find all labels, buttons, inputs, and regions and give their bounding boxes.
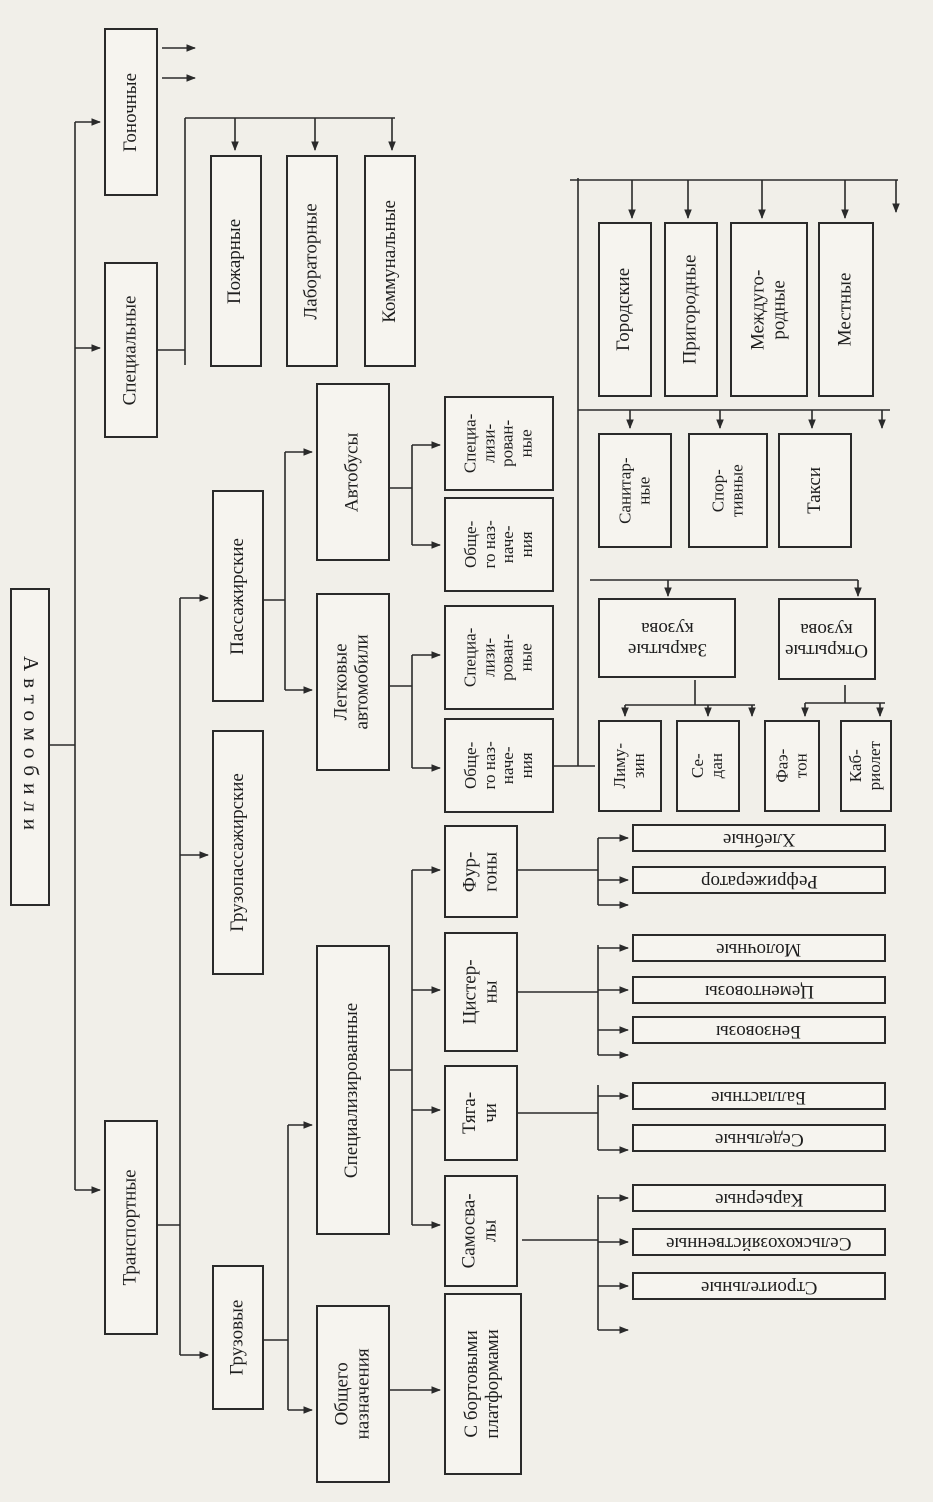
tankers-node <box>444 932 518 1052</box>
transport-label: Транспортные <box>119 1169 141 1286</box>
general-purpose-node <box>316 1305 390 1483</box>
fire-label: Пожарные <box>224 218 246 304</box>
buses-node <box>316 383 390 561</box>
petrol-node <box>632 1016 886 1044</box>
closed-bodies-label: Закрытые кузова <box>627 618 707 660</box>
special-node <box>104 262 158 438</box>
special-label: Специальные <box>119 295 141 405</box>
vans-node <box>444 825 518 918</box>
cars-node <box>316 593 390 771</box>
laboratory-label: Лабораторные <box>300 202 322 320</box>
limousine-label: Лиму- зин <box>610 743 648 789</box>
city-node <box>598 222 652 397</box>
specialized-label: Специализированные <box>341 1002 363 1178</box>
cargo-passenger-node <box>212 730 264 975</box>
cars-general-node <box>444 718 554 813</box>
ballast-label: Балластные <box>711 1086 807 1108</box>
cargo-label: Грузовые <box>226 1299 248 1376</box>
cabriolet-label: Каб- риолет <box>846 741 884 791</box>
dump-node <box>444 1175 518 1287</box>
suburban-label: Пригородные <box>679 254 701 365</box>
ballast-node <box>632 1082 886 1110</box>
tankers-label: Цистер- ны <box>459 959 501 1025</box>
construction-label: Строительные <box>700 1276 818 1298</box>
petrol-label: Бензовозы <box>716 1020 802 1042</box>
cars-special-label: Специа- лизи- рован- ные <box>460 627 536 688</box>
taxi-label: Такси <box>803 467 825 514</box>
refrigerator-node <box>632 866 886 894</box>
fire-node <box>210 155 262 367</box>
local-node <box>818 222 874 397</box>
racing-node <box>104 28 158 196</box>
open-bodies-label: Открытые кузова <box>785 619 869 661</box>
taxi-node <box>778 433 852 548</box>
phaeton-label: Фаэ- тон <box>772 749 810 783</box>
suburban-node <box>664 222 718 397</box>
passenger-node <box>212 490 264 702</box>
bus-general-label: Обще- го наз- наче- ния <box>460 520 536 569</box>
tractors-label: Тяга- чи <box>459 1091 501 1135</box>
vans-label: Фур- гоны <box>459 851 501 892</box>
cabriolet-node <box>840 720 892 812</box>
sedan-node <box>676 720 740 812</box>
bus-special-label: Специа- лизи- рован- ные <box>460 413 536 474</box>
agricultural-node <box>632 1228 886 1256</box>
municipal-node <box>364 155 416 367</box>
ambulance-label: Санитар- ные <box>615 457 653 524</box>
saddle-node <box>632 1124 886 1152</box>
quarry-node <box>632 1184 886 1212</box>
sport-node <box>688 433 768 548</box>
agricultural-label: Сельскохозяйственные <box>666 1232 852 1254</box>
ambulance-node <box>598 433 672 548</box>
bread-node <box>632 824 886 852</box>
tractors-node <box>444 1065 518 1161</box>
cargo-node <box>212 1265 264 1410</box>
transport-node <box>104 1120 158 1335</box>
specialized-node <box>316 945 390 1235</box>
cars-label: Легковые автомобили <box>331 634 374 730</box>
bus-special-node <box>444 396 554 491</box>
phaeton-node <box>764 720 820 812</box>
cars-special-node <box>444 605 554 710</box>
root-node <box>10 588 50 906</box>
flatbed-node <box>444 1293 522 1475</box>
racing-label: Гоночные <box>119 72 141 152</box>
intercity-node <box>730 222 808 397</box>
intercity-label: Междуго- родные <box>747 269 789 350</box>
limousine-node <box>598 720 662 812</box>
passenger-label: Пассажирские <box>226 537 248 655</box>
closed-bodies-node <box>598 598 736 678</box>
cars-general-label: Обще- го наз- наче- ния <box>460 741 536 790</box>
sport-label: Спор- тивные <box>708 464 746 517</box>
cement-label: Цементовозы <box>704 980 814 1002</box>
flatbed-label: С бортовыми платформами <box>461 1329 503 1439</box>
laboratory-node <box>286 155 338 367</box>
dump-label: Самосва- лы <box>459 1193 501 1269</box>
local-label: Местные <box>834 272 856 347</box>
open-bodies-node <box>778 598 876 680</box>
construction-node <box>632 1272 886 1300</box>
refrigerator-label: Рефрижератор <box>700 870 818 892</box>
root-label: Автомобили <box>18 656 43 838</box>
general-purpose-label: Общего назначения <box>331 1348 374 1440</box>
cargo-passenger-label: Грузопассажирские <box>226 773 248 932</box>
cement-node <box>632 976 886 1004</box>
saddle-label: Седельные <box>714 1128 804 1150</box>
sedan-label: Се- дан <box>688 753 726 779</box>
quarry-label: Карьерные <box>714 1188 804 1210</box>
buses-label: Автобусы <box>341 432 363 512</box>
milk-label: Молочные <box>716 938 802 960</box>
municipal-label: Коммунальные <box>378 199 400 323</box>
bus-general-node <box>444 497 554 592</box>
bread-label: Хлебные <box>722 828 796 850</box>
milk-node <box>632 934 886 962</box>
city-label: Городские <box>613 267 635 352</box>
